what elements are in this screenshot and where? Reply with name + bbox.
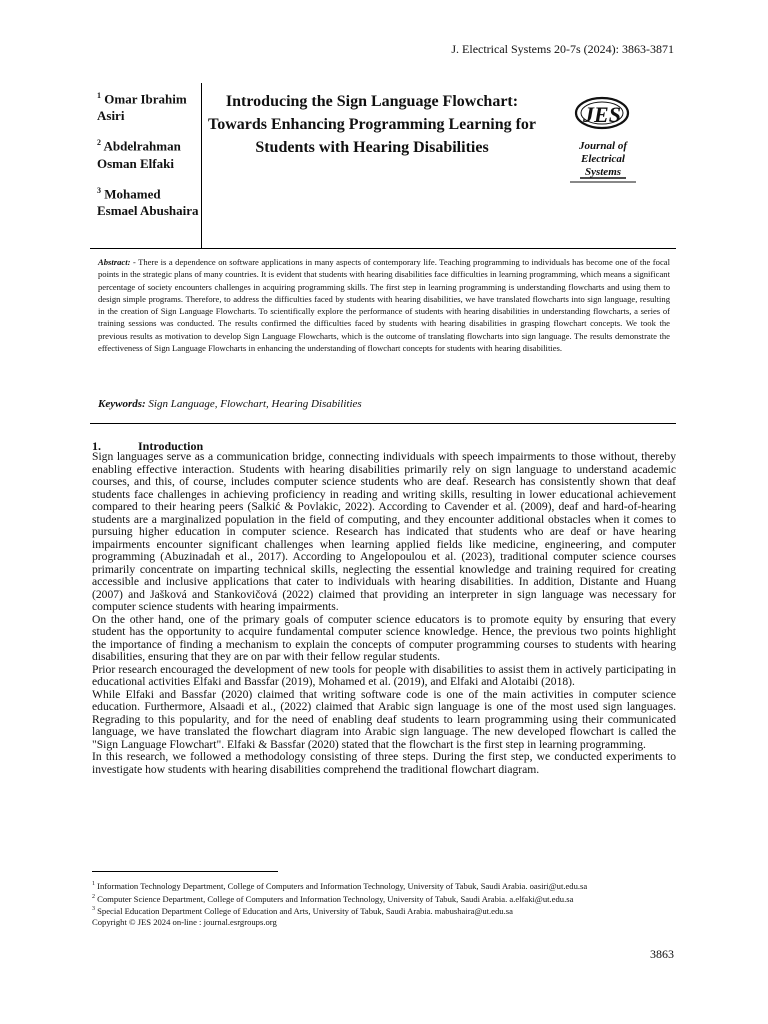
abstract-divider — [90, 423, 676, 424]
author-list — [97, 87, 201, 229]
footnote-rule — [92, 871, 278, 872]
logo-line-1: Journal of — [579, 140, 627, 152]
paragraph: Prior research encouraged the development of new tools for people with disabilities to assist them in actively participating in educational activities Elfaki and Bassfar (2019), Mohamed et al. (2019), and Elfaki and Alotaibi (2018). — [92, 662, 676, 688]
keywords-text: Sign Language, Flowchart, Hearing Disabilities — [148, 398, 362, 410]
copyright: Copyright © JES 2024 on-line : journal.esrgroups.org — [92, 916, 277, 927]
footnote-3-sup: 3 — [92, 906, 95, 913]
jes-logo — [556, 91, 648, 183]
footnotes — [92, 879, 676, 927]
logo-line-3: Systems — [584, 166, 622, 178]
abstract-text: There is a dependence on software applications in many aspects of contemporary life. Teaching programming to individuals has become one of the focal points in the strategic plans of many countries. It is evident that students with hearing disabilities face difficulties in learning programming, which means a significant percentage of society encounters challenges in acquiring programming skills. The first step in learning programming is understanding flowcharts and using them to design simple programs. Therefore, to address the difficulties faced by students with hearing disabilities, we have translated flowcharts into sign language, resulting in the creation of Sign Language Flowcharts. To scientifically explore the performance of students with hearing disabilities in understanding flowcharts, a series of training sessions was conducted. The results confirmed the difficulties faced by students with hearing disabilities in grasping flowchart concepts. We took the previous results as motivation to develop Sign Language Flowcharts, which is the outcome of translating flowcharts into sign language. The results demonstrate the effectiveness of Sign Language Flowcharts in enhancing the understanding of flowchart concepts for students with hearing disabilities. — [98, 257, 670, 354]
footnote-2 — [92, 892, 676, 905]
author-1 — [97, 87, 201, 124]
title-block — [90, 83, 676, 248]
body-text — [92, 451, 676, 776]
logo-line-2: Electrical — [581, 153, 625, 165]
section-number: 1. — [92, 439, 101, 453]
author-2-sup: 2 — [97, 138, 101, 148]
logo-initials: JES — [583, 102, 621, 127]
keywords — [98, 398, 670, 410]
journal-reference: J. Electrical Systems 20-7s (2024): 3863-3871 — [451, 42, 674, 56]
column-divider — [201, 83, 202, 248]
footnote-2-text: Computer Science Department, College of Computers and Information Technology, University of Tabuk, Saudi Arabia. a.elfaki@ut.edu.sa — [97, 893, 574, 904]
footnote-1-sup: 1 — [92, 881, 95, 887]
author-2 — [97, 134, 201, 171]
author-2-name: Abdelrahman Osman Elfaki — [97, 138, 181, 171]
title-divider — [90, 248, 676, 249]
footnote-2-sup: 2 — [92, 893, 95, 900]
paragraph: In this research, we followed a methodology consisting of three steps. During the first step, we conducted experiments to investigate how students with hearing disabilities comprehend the traditional flowchart diagram. — [92, 750, 676, 776]
author-3-sup: 3 — [97, 185, 101, 195]
paper-title: Introducing the Sign Language Flowchart: Towards Enhancing Programming Learning for Students with Hearing Disabilities — [207, 93, 537, 156]
page-number: 3863 — [650, 947, 674, 961]
footnote-1-text: Information Technology Department, College of Computers and Information Technology, University of Tabuk, Saudi Arabia. oasiri@ut.edu.sa — [97, 880, 588, 891]
paragraph: On the other hand, one of the primary goals of computer science educators is to promote equity by ensuring that every student has the opportunity to acquire fundamental computer science knowledge. Hence, the previous two points highlight the importance of finding a mechanism to explain the concepts of computer programming courses to students with hearing disabilities, ensuring that they are on par with their fellow regular students. — [92, 612, 676, 663]
abstract-label: Abstract: - — [98, 257, 136, 267]
abstract — [98, 256, 670, 354]
author-1-sup: 1 — [97, 91, 101, 100]
footnote-3 — [92, 904, 676, 917]
author-1-name: Omar Ibrahim Asiri — [97, 91, 187, 124]
section-title: Introduction — [138, 439, 204, 453]
author-3-name: Mohamed Esmael Abushaira — [97, 185, 199, 218]
footnote-1 — [92, 879, 676, 892]
paragraph: While Elfaki and Bassfar (2020) claimed that writing software code is one of the main activities in computer science education. Furthermore, Alsaadi et al., (2022) claimed that Arabic sign language is one of the most used sign languages. Regrading to this popularity, and for the need of enabling deaf students to learn programming using their communicated language, we have translated the flowchart diagram into Arabic sign language. The new developed flowchart is called the "Sign Language Flowchart". Elfaki & Bassfar (2020) stated that the flowchart is the first step in learning programming. — [92, 687, 676, 751]
paragraph: Sign languages serve as a communication bridge, connecting individuals with speech impairments to those without, thereby enabling effective interaction. Students with hearing disabilities primarily rely on sign language to understand academic courses, and this, of course, includes computer science students who are deaf. Research has consistently shown that deaf students face challenges in achieving proficiency in reading and writing skills, resulting in lower educational achievement compared to their hearing peers (Salkić & Povlakic, 2022). According to Cavender et al. (2009), deaf and hard-of-hearing students are a marginalized population in the field of computing, and they encounter additional obstacles when it comes to pursuing higher education in computer science. Research has indicated that students who are deaf or have hearing impairments encounter significant challenges when learning applied fields like medicine, engineering, and computer programming (Abuzinadah et al., 2017). According to Angelopoulou et al. (2023), traditional computer science courses primarily concentrate on imparting technical skills, neglecting the essential knowledge and training required for creating accessible and inclusive applications that cater to individuals with hearing disabilities. In addition, Distante and Huang (2007) and Jašková and Stankovičová (2022) claimed that providing an interpreter in sign language was necessary for computer science students with hearing impairments. — [92, 450, 676, 613]
keywords-label: Keywords: — [98, 398, 146, 410]
author-3 — [97, 182, 201, 219]
footnote-3-text: Special Education Department College of Education and Arts, University of Tabuk, Saudi Arabia. mabushaira@ut.edu.sa — [97, 905, 513, 916]
